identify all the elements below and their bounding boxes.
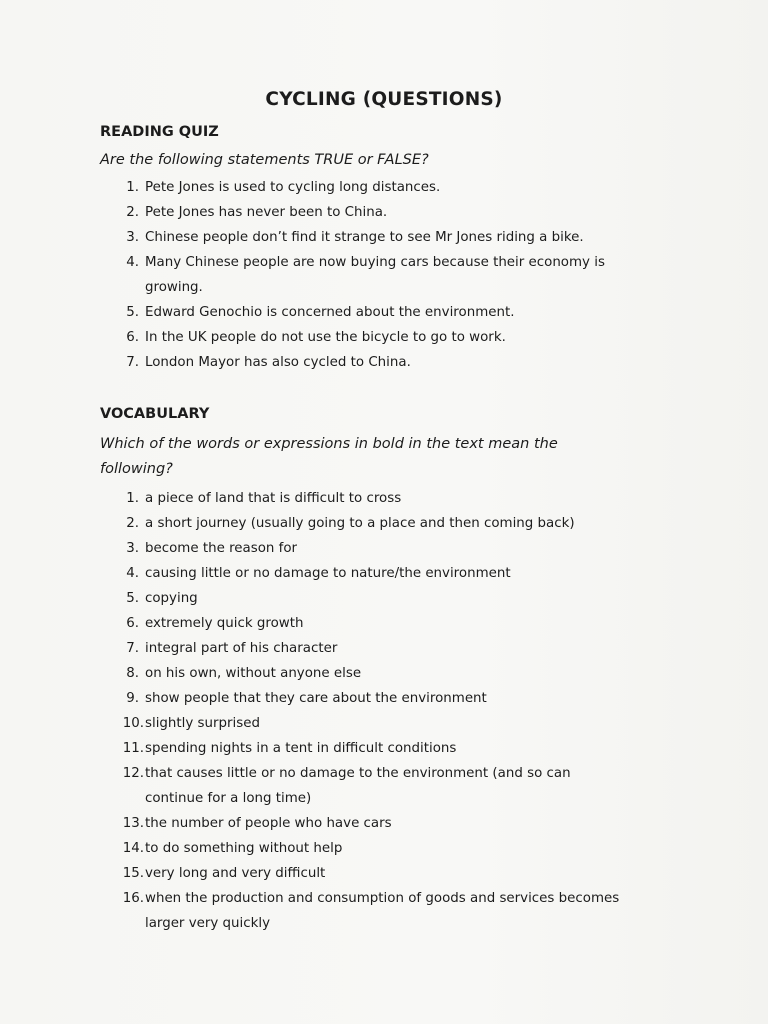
vocabulary-list [100,486,660,936]
list-item: 2. Pete Jones has never been to China. [126,205,388,220]
list-item: 1. Pete Jones is used to cycling long distances. [126,180,441,195]
list-item: 10. slightly surprised [122,716,260,731]
list-item: 3. Chinese people don’t find it strange to see Mr Jones riding a bike. [126,230,584,245]
list-item: 6. extremely quick growth [126,616,304,631]
list-item: 12. that causes little or no damage to the environment (and so can continue for a long time) [122,766,571,806]
list-item: 4. causing little or no damage to nature/the environment [126,566,511,581]
list-item: 3. become the reason for [126,541,298,556]
reading-quiz-list [100,175,660,375]
list-item: 15. very long and very difficult [122,866,326,881]
reading-quiz-instruction: Are the following statements TRUE or FALSE? [100,152,429,168]
reading-quiz-heading: READING QUIZ [100,124,219,140]
list-item: 1. a piece of land that is difficult to cross [126,491,402,506]
list-item: 9. show people that they care about the environment [126,691,487,706]
list-item: 16. when the production and consumption of goods and services becomes larger very quickly [122,891,620,931]
list-item: 2. a short journey (usually going to a place and then coming back) [126,516,575,531]
vocabulary-instruction: Which of the words or expressions in bold in the text mean the following? [100,436,558,477]
list-item: 13. the number of people who have cars [122,816,392,831]
list-item: 4. Many Chinese people are now buying cars because their economy is growing. [126,255,605,295]
list-item: 5. copying [126,591,198,606]
page-title: CYCLING (QUESTIONS) [265,89,503,110]
list-item: 11. spending nights in a tent in difficult conditions [122,741,457,756]
vocabulary-heading: VOCABULARY [100,406,210,422]
list-item: 14. to do something without help [122,841,343,856]
list-item: 5. Edward Genochio is concerned about the environment. [126,305,515,320]
list-item: 8. on his own, without anyone else [126,666,362,681]
list-item: 7. London Mayor has also cycled to China. [126,355,411,370]
list-item: 6. In the UK people do not use the bicycle to go to work. [126,330,506,345]
list-item: 7. integral part of his character [126,641,338,656]
